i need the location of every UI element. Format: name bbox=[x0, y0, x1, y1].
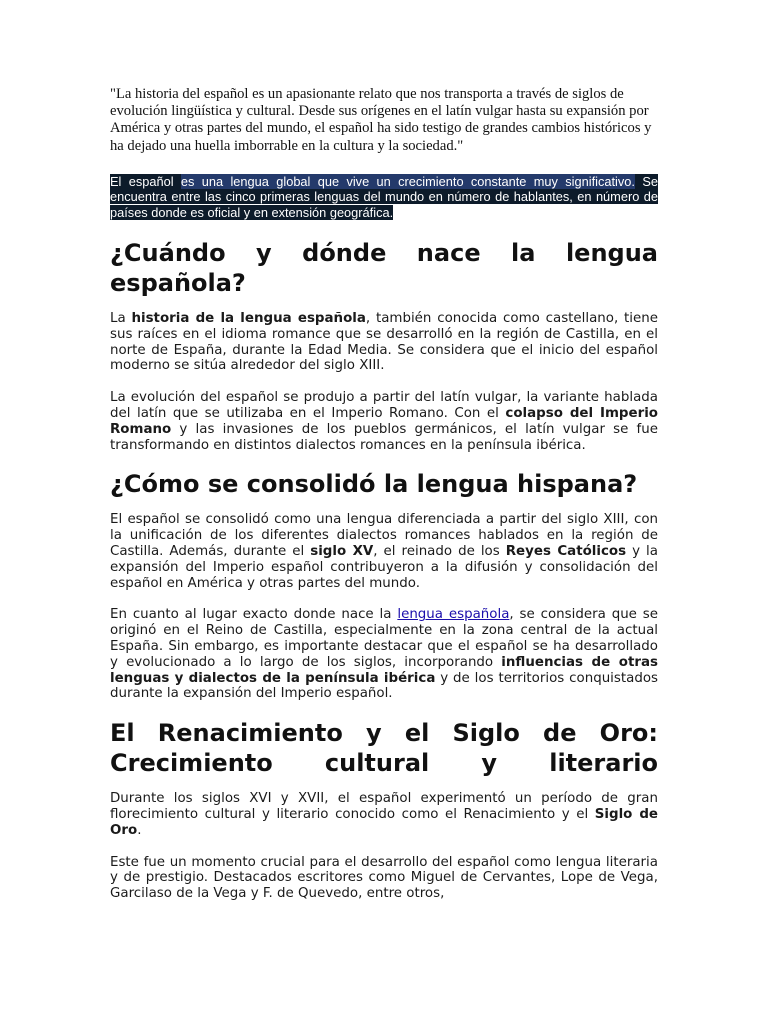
text-run: El español se consolidó como una lengua diferenciada a partir del siglo XIII, con la unificación de los diferentes dialectos romances hablados en la región de Castilla. Además, durante el bbox=[110, 512, 658, 559]
highlighted-paragraph[interactable] bbox=[110, 174, 658, 220]
paragraph-consolidation-1 bbox=[110, 512, 658, 591]
paragraph-renaissance-1 bbox=[110, 791, 658, 838]
paragraph-renaissance-2: Este fue un momento crucial para el desarrollo del español como lengua literaria y de prestigio. Destacados escritores como Miguel de Cervantes, Lope de Vega, Garcilaso de la Vega y F. de Quevedo, entre otros, bbox=[110, 854, 658, 902]
document-content bbox=[110, 86, 658, 918]
paragraph-origin-2 bbox=[110, 390, 658, 453]
bold-text: colapso del Imperio Romano bbox=[110, 406, 658, 437]
highlight-text-1: El español bbox=[110, 173, 181, 189]
section-heading-renaissance: El Renacimiento y el Siglo de Oro: Crecimiento cultural y literario bbox=[110, 719, 658, 778]
text-run: y la expansión del Imperio español contribuyeron a la difusión y consolidación del español en América y otras partes del mundo. bbox=[110, 544, 658, 591]
bold-text: Siglo de Oro bbox=[110, 806, 658, 838]
lengua-espanola-link[interactable]: lengua española bbox=[397, 607, 510, 623]
text-run: , se considera que se originó en el Reino de Castilla, especialmente en la zona central de la actual España. Sin embargo, es importante destacar que el español se ha desarrollado y evolucionado a lo largo de los siglos, incorporando bbox=[110, 607, 659, 670]
paragraph-consolidation-2 bbox=[110, 607, 658, 702]
text-run: Durante los siglos XVI y XVII, el español experimentó un período de gran florecimiento cultural y literario conocido como el Renacimiento y el bbox=[110, 791, 658, 822]
text-run: y las invasiones de los pueblos germánicos, el latín vulgar se fue transformando en distintos dialectos romances en la península ibérica. bbox=[110, 421, 658, 453]
text-run: y de los territorios conquistados durante la expansión del Imperio español. bbox=[110, 670, 658, 702]
text-run: En cuanto al lugar exacto donde nace la bbox=[110, 607, 398, 623]
bold-text: influencias de otras lenguas y dialectos de la península ibérica bbox=[110, 654, 658, 686]
section-heading-consolidation: ¿Cómo se consolidó la lengua hispana? bbox=[110, 470, 638, 499]
bold-text: historia de la lengua española bbox=[131, 311, 366, 327]
text-run: La bbox=[110, 311, 132, 327]
section-heading-origin: ¿Cuándo y dónde nace la lengua española? bbox=[110, 239, 658, 298]
bold-text: siglo XV bbox=[310, 544, 374, 559]
bold-text: Reyes Católicos bbox=[505, 544, 627, 559]
highlight-text-3: Se encuentra entre las cinco primeras lenguas del mundo en número de hablantes, en número de países donde es oficial y en extensión geográfica. bbox=[110, 173, 658, 220]
paragraph-origin-1 bbox=[110, 311, 658, 374]
text-run: . bbox=[137, 822, 142, 838]
intro-quote: "La historia del español es un apasionante relato que nos transporta a través de siglos de evolución lingüística y cultural. Desde sus orígenes en el latín vulgar hasta su expansión por América y otras partes del mundo, el español ha sido testigo de grandes cambios históricos y ha dejado una huella imborrable en la cultura y la sociedad." bbox=[110, 86, 652, 154]
highlight-text-2: es una lengua global que vive un crecimiento constante muy significativo. bbox=[180, 173, 635, 189]
text-run: La evolución del español se produjo a partir del latín vulgar, la variante hablada del latín que se utilizaba en el Imperio Romano. Con el bbox=[110, 390, 658, 422]
text-run: , también conocida como castellano, tiene sus raíces en el idioma romance que se desarrolló en la región de Castilla, en el norte de España, durante la Edad Media. Se considera que el inicio del español moderno se sitúa alrededor del siglo XIII. bbox=[110, 311, 658, 374]
text-run: , el reinado de los bbox=[373, 544, 506, 559]
